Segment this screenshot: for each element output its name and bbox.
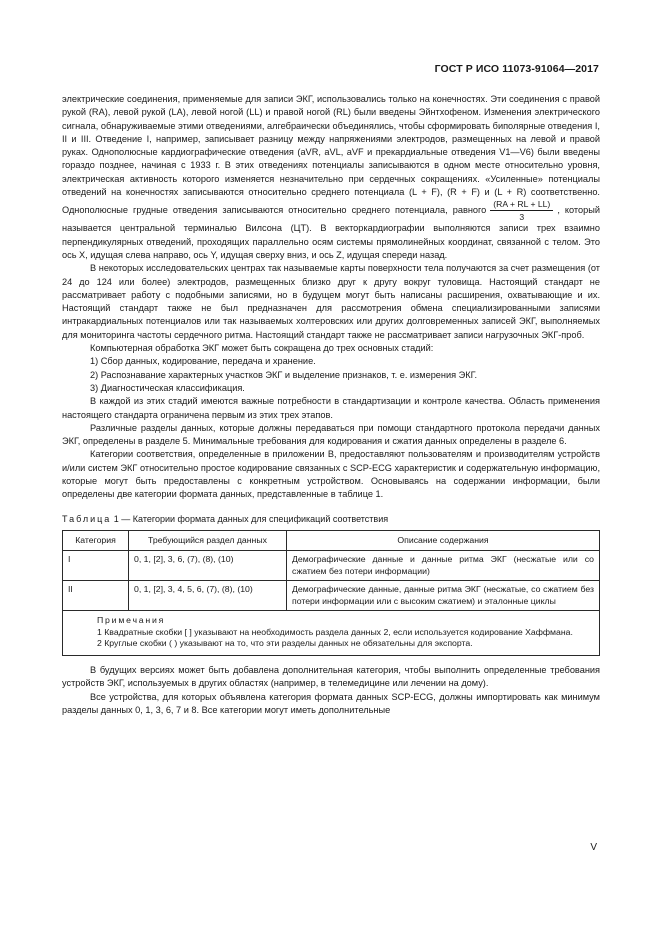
- table-notes-row: [63, 611, 600, 656]
- formula-fraction: [490, 199, 553, 222]
- table-note: 2 Круглые скобки ( ) указывают на то, что эти разделы данных не обязательны для экспорта.: [97, 638, 473, 649]
- table-cell: Демографические данные, данные ритма ЭКГ (несжатые, со сжатием без потери информации или с высоким сжатием) и эталонные циклы: [287, 581, 600, 611]
- list-item: 3) Диагностическая классификация.: [90, 382, 245, 393]
- table-header-cell: Описание содержания: [287, 530, 600, 551]
- notes-title: Примечания: [97, 615, 166, 626]
- table-row: [63, 551, 600, 581]
- formula-numerator: (RA + RL + LL): [490, 199, 553, 211]
- table-caption: Таблица 1 — Категории формата данных для спецификаций соответствия: [62, 513, 389, 524]
- table-cell: 0, 1, [2], 3, 6, (7), (8), (10): [129, 551, 287, 581]
- table-header-cell: Требующийся раздел данных: [129, 530, 287, 551]
- page-number: V: [590, 842, 597, 853]
- body-text: [62, 93, 600, 717]
- table-header-row: [63, 530, 600, 551]
- table-cell: Демографические данные и данные ритма ЭКГ (несжатые или со сжатием без потери информации): [287, 551, 600, 581]
- paragraph-conformance: Категории соответствия, определенные в приложении В, предоставляют пользователям и производителям устройств и/или систем ЭКГ относительно простое кодирование связанных с SCP-ECG характеристик и содержательную информацию, которые могут быть предоставлены с конкретным устройством. Основываясь на содержании информации, были определены две категории формата данных, представленные в таблице 1.: [62, 449, 600, 500]
- table-note: 1 Квадратные скобки [ ] указывают на необходимость раздела данных 2, если используется кодирование Хаффмана.: [97, 626, 573, 637]
- paragraph-data-sections: Различные разделы данных, которые должны передаваться при помощи стандартного протокола передачи данных ЭКГ, определены в разделе 5. Минимальные требования для кодирования и сжатия данных определены в разделе 6.: [62, 422, 600, 447]
- table-row: [63, 581, 600, 611]
- paragraph-import-requirements: Все устройства, для которых объявлена категория формата данных SCP-ECG, должны импортировать как минимум разделы данных 0, 1, 3, 6, 7 и 8. Все категории могут иметь дополнительные: [62, 691, 600, 715]
- table-header-cell: Категория: [63, 530, 129, 551]
- list-item: 2) Распознавание характерных участков ЭКГ и выделение признаков, т. е. измерения ЭКГ.: [90, 369, 478, 380]
- conformance-table: [62, 530, 600, 656]
- table-cell: I: [63, 551, 129, 581]
- paragraph-body-maps: В некоторых исследовательских центрах так называемые карты поверхности тела получаются за счет размещения (от 24 до 124 или более) электродов, размещенных близко друг к другу вокруг туловища. Настоящий стандарт не рассматривает работу с подобными записями, но в будущем могут быть написаны расширения, охватывающие и их. Настоящий стандарт также не был предназначен для рассмотрения обмена специализированными записями интракардиальных потенциалов или так называемых холтеровских или других долговременных записей ЭКГ, выполняемых для мониторинга частоты сердечного ритма. Настоящий стандарт также не рассматривает записи нагрузочных ЭКГ-проб.: [62, 263, 600, 340]
- table-cell: II: [63, 581, 129, 611]
- paragraph-standardization: В каждой из этих стадий имеются важные потребности в стандартизации и контроле качества. Область применения настоящего стандарта ограничена первым из этих трех этапов.: [62, 396, 600, 420]
- table-notes: [63, 611, 600, 656]
- paragraph-leads: электрические соединения, применяемые для записи ЭКГ, использовались только на конечностях. Эти соединения с правой рукой (RA), левой рукой (LA), левой ногой (LL) и правой ногой (RL) были введены Эйнтхофеном. Изменения электрического сигнала, обнаруживаемые этими отведениями, алгебраически объединялись, чтобы сформировать биполярные отведения I, II и III. Отведение I, например, записывает разницу между напряжениями электродов, размещенных на левой и правой руках. Однополюсные кардиографические отведения (aVR, aVL, aVF и прекардиальные отведения V1—V6) были введены гораздо позднее, начиная с 1933 г. В этих отведениях потенциалы записываются в одном месте относительно уровня, электрическая активность которого изменяется незначительно при сердечных сокращениях. «Усиленные» потенциалы отведений на конечностях записываются относительно среднего потенциала (L + F), (R + F) и (L + R) соответственно. Однополюсные грудные отведения записываются относительно среднего потенциала, равного $\frac{(RA + RL + LL)}{3}$ , который называется центральной терминалью Вилсона (ЦТ). В векторкардиографии выполняются записи трех взаимно перпендикулярных отведений, проходящих параллельно осям системы прямолинейных координат, связанной с телом. Это ось X, идущая слева направо, ось Y, идущая сверху вниз, и ось Z, идущая спереди назад.: [62, 94, 600, 260]
- paragraph-future-versions: В будущих версиях может быть добавлена дополнительная категория, чтобы выполнить определенные требования устройств ЭКГ, используемых в других областях (например, в телемедицине или лечении на дому).: [62, 664, 600, 689]
- standard-header: ГОСТ Р ИСО 11073-91064—2017: [434, 63, 599, 75]
- table-cell: 0, 1, [2], 3, 4, 5, 6, (7), (8), (10): [129, 581, 287, 611]
- paragraph-processing-stages: Компьютерная обработка ЭКГ может быть сокращена до трех основных стадий:: [90, 343, 434, 354]
- formula-denominator: 3: [519, 212, 525, 223]
- list-item: 1) Сбор данных, кодирование, передача и хранение.: [90, 356, 316, 367]
